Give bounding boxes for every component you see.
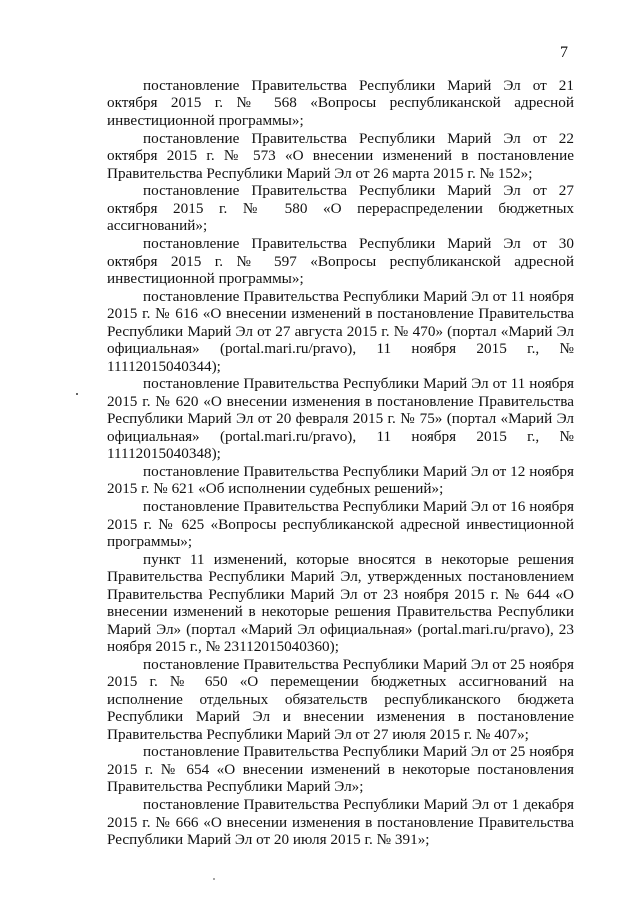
list-item-paragraph: постановление Правительства Республики Марий Эл от 1 декабря 2015 г. № 666 «О внесении изменения в постановление Правительства Республики Марий Эл от 20 июля 2015 г. № 391»;	[107, 796, 574, 848]
list-item-paragraph: постановление Правительства Республики Марий Эл от 22 октября 2015 г. № 573 «О внесении изменений в постановление Правительства Республики Марий Эл от 26 марта 2015 г. № 152»;	[107, 129, 574, 182]
list-item-paragraph: постановление Правительства Республики Марий Эл от 16 ноября 2015 г. № 625 «Вопросы республиканской адресной инвестиционной программы»;	[107, 498, 574, 551]
list-item-paragraph: постановление Правительства Республики Марий Эл от 12 ноября 2015 г. № 621 «Об исполнении судебных решений»;	[107, 462, 574, 498]
page-number: 7	[560, 44, 568, 61]
document-body	[107, 77, 574, 849]
list-item-paragraph: постановление Правительства Республики Марий Эл от 11 ноября 2015 г. № 620 «О внесении изменения в постановление Правительства Республики Марий Эл от 20 февраля 2015 г. № 75» (портал «Марий Эл официальная» (portal.mari.ru/pravo), 11 ноября 2015 г., № 11112015040348);	[107, 375, 574, 463]
list-item-paragraph: постановление Правительства Республики Марий Эл от 21 октября 2015 г. № 568 «Вопросы республиканской адресной инвестиционной программы»;	[107, 77, 574, 129]
list-item-paragraph: постановление Правительства Республики Марий Эл от 27 октября 2015 г. № 580 «О перераспределении бюджетных ассигнований»;	[107, 182, 574, 235]
list-item-paragraph: постановление Правительства Республики Марий Эл от 11 ноября 2015 г. № 616 «О внесении изменений в постановление Правительства Республики Марий Эл от 27 августа 2015 г. № 470» (портал «Марий Эл официальная» (portal.mari.ru/pravo), 11 ноября 2015 г., № 11112015040344);	[107, 287, 574, 375]
list-item-paragraph: пункт 11 изменений, которые вносятся в некоторые решения Правительства Республики Марий Эл, утвержденных постановлением Правительства Республики Марий Эл от 23 ноября 2015 г. № 644 «О внесении изменений в некоторые решения Правительства Республики Марий Эл» (портал «Марий Эл официальная» (portal.mari.ru/pravo), 23 ноября 2015 г., № 23112015040360);	[107, 550, 574, 655]
scan-artifact-dot	[76, 393, 78, 395]
list-item-paragraph: постановление Правительства Республики Марий Эл от 30 октября 2015 г. № 597 «Вопросы республиканской адресной инвестиционной программы»;	[107, 235, 574, 287]
list-item-paragraph: постановление Правительства Республики Марий Эл от 25 ноября 2015 г. № 650 «О перемещении бюджетных ассигнований на исполнение отдельных обязательств республиканского бюджета Республики Марий Эл и внесении изменения в постановление Правительства Республики Марий Эл от 27 июля 2015 г. № 407»;	[107, 655, 574, 743]
list-item-paragraph: постановление Правительства Республики Марий Эл от 25 ноября 2015 г. № 654 «О внесении изменений в некоторые постановления Правительства Республики Марий Эл»;	[107, 743, 574, 796]
scan-artifact-dot	[213, 878, 215, 880]
